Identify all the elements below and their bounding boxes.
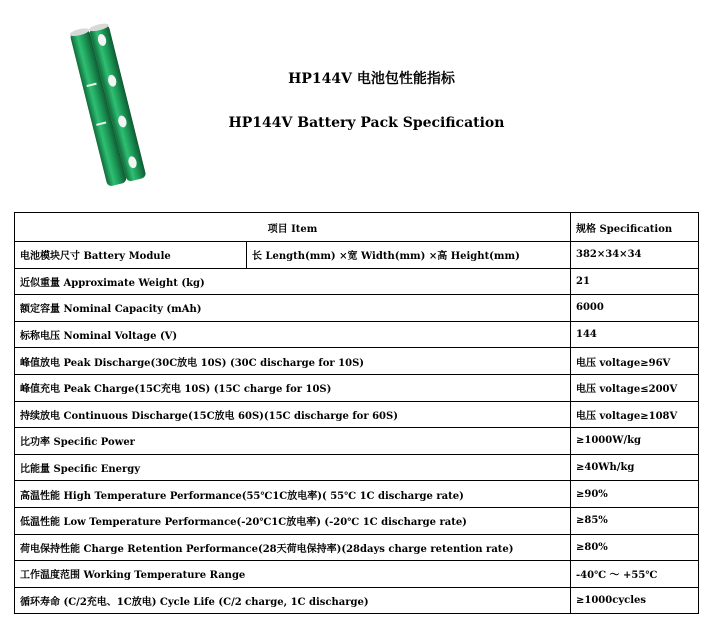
page-title-chinese: HP144V 电池包性能指标: [288, 71, 455, 87]
table-row: [15, 242, 699, 269]
row-value: ≥1000cycles: [571, 587, 699, 614]
module-value: 382×34×34: [571, 242, 699, 269]
row-value: ≥40Wh/kg: [571, 454, 699, 481]
table-row: [15, 401, 699, 428]
row-value: 144: [571, 321, 699, 348]
table-row: [15, 507, 699, 534]
specification-table: [14, 212, 699, 614]
row-label: 比功率 Specific Power: [15, 428, 571, 455]
row-value: ≥1000W/kg: [571, 428, 699, 455]
module-label: 电池模块尺寸 Battery Module: [15, 242, 247, 269]
table-row: [15, 534, 699, 561]
row-value: 21: [571, 268, 699, 295]
row-label: 荷电保持性能 Charge Retention Performance(28天荷电保持率)(28days charge retention rate): [15, 534, 571, 561]
row-label: 工作温度范围 Working Temperature Range: [15, 561, 571, 588]
item-header: 项目 Item: [15, 213, 571, 242]
battery-pack-image: [70, 20, 150, 190]
row-value: ≥85%: [571, 507, 699, 534]
row-label: 持续放电 Continuous Discharge(15C放电 60S)(15C discharge for 60S): [15, 401, 571, 428]
table-row: [15, 561, 699, 588]
spec-header: 规格 Specification: [571, 213, 699, 242]
row-value: 6000: [571, 295, 699, 322]
table-row: [15, 295, 699, 322]
row-label: 额定容量 Nominal Capacity (mAh): [15, 295, 571, 322]
row-value: 电压 voltage≤200V: [571, 374, 699, 401]
table-row: [15, 428, 699, 455]
table-header-row: [15, 213, 699, 242]
table-row: [15, 587, 699, 614]
row-label: 比能量 Specific Energy: [15, 454, 571, 481]
table-row: [15, 348, 699, 375]
row-value: ≥80%: [571, 534, 699, 561]
row-label: 近似重量 Approximate Weight (kg): [15, 268, 571, 295]
row-label: 高温性能 High Temperature Performance(55℃1C放电率)( 55℃ 1C discharge rate): [15, 481, 571, 508]
row-label: 标称电压 Nominal Voltage (V): [15, 321, 571, 348]
module-dimension-label: 长 Length(mm) ×宽 Width(mm) ×高 Height(mm): [247, 242, 571, 269]
row-label: 循环寿命 (C/2充电、1C放电) Cycle Life (C/2 charge, 1C discharge): [15, 587, 571, 614]
row-value: 电压 voltage≥108V: [571, 401, 699, 428]
table-row: [15, 374, 699, 401]
page-title-english: HP144V Battery Pack Specification: [228, 115, 505, 131]
row-label: 峰值充电 Peak Charge(15C充电 10S) (15C charge for 10S): [15, 374, 571, 401]
table-row: [15, 454, 699, 481]
row-label: 峰值放电 Peak Discharge(30C放电 10S) (30C discharge for 10S): [15, 348, 571, 375]
row-value: 电压 voltage≥96V: [571, 348, 699, 375]
table-row: [15, 321, 699, 348]
row-value: ≥90%: [571, 481, 699, 508]
row-label: 低温性能 Low Temperature Performance(-20℃1C放电率) (-20℃ 1C discharge rate): [15, 507, 571, 534]
table-row: [15, 268, 699, 295]
row-value: -40℃ ～ +55℃: [571, 561, 699, 588]
table-row: [15, 481, 699, 508]
